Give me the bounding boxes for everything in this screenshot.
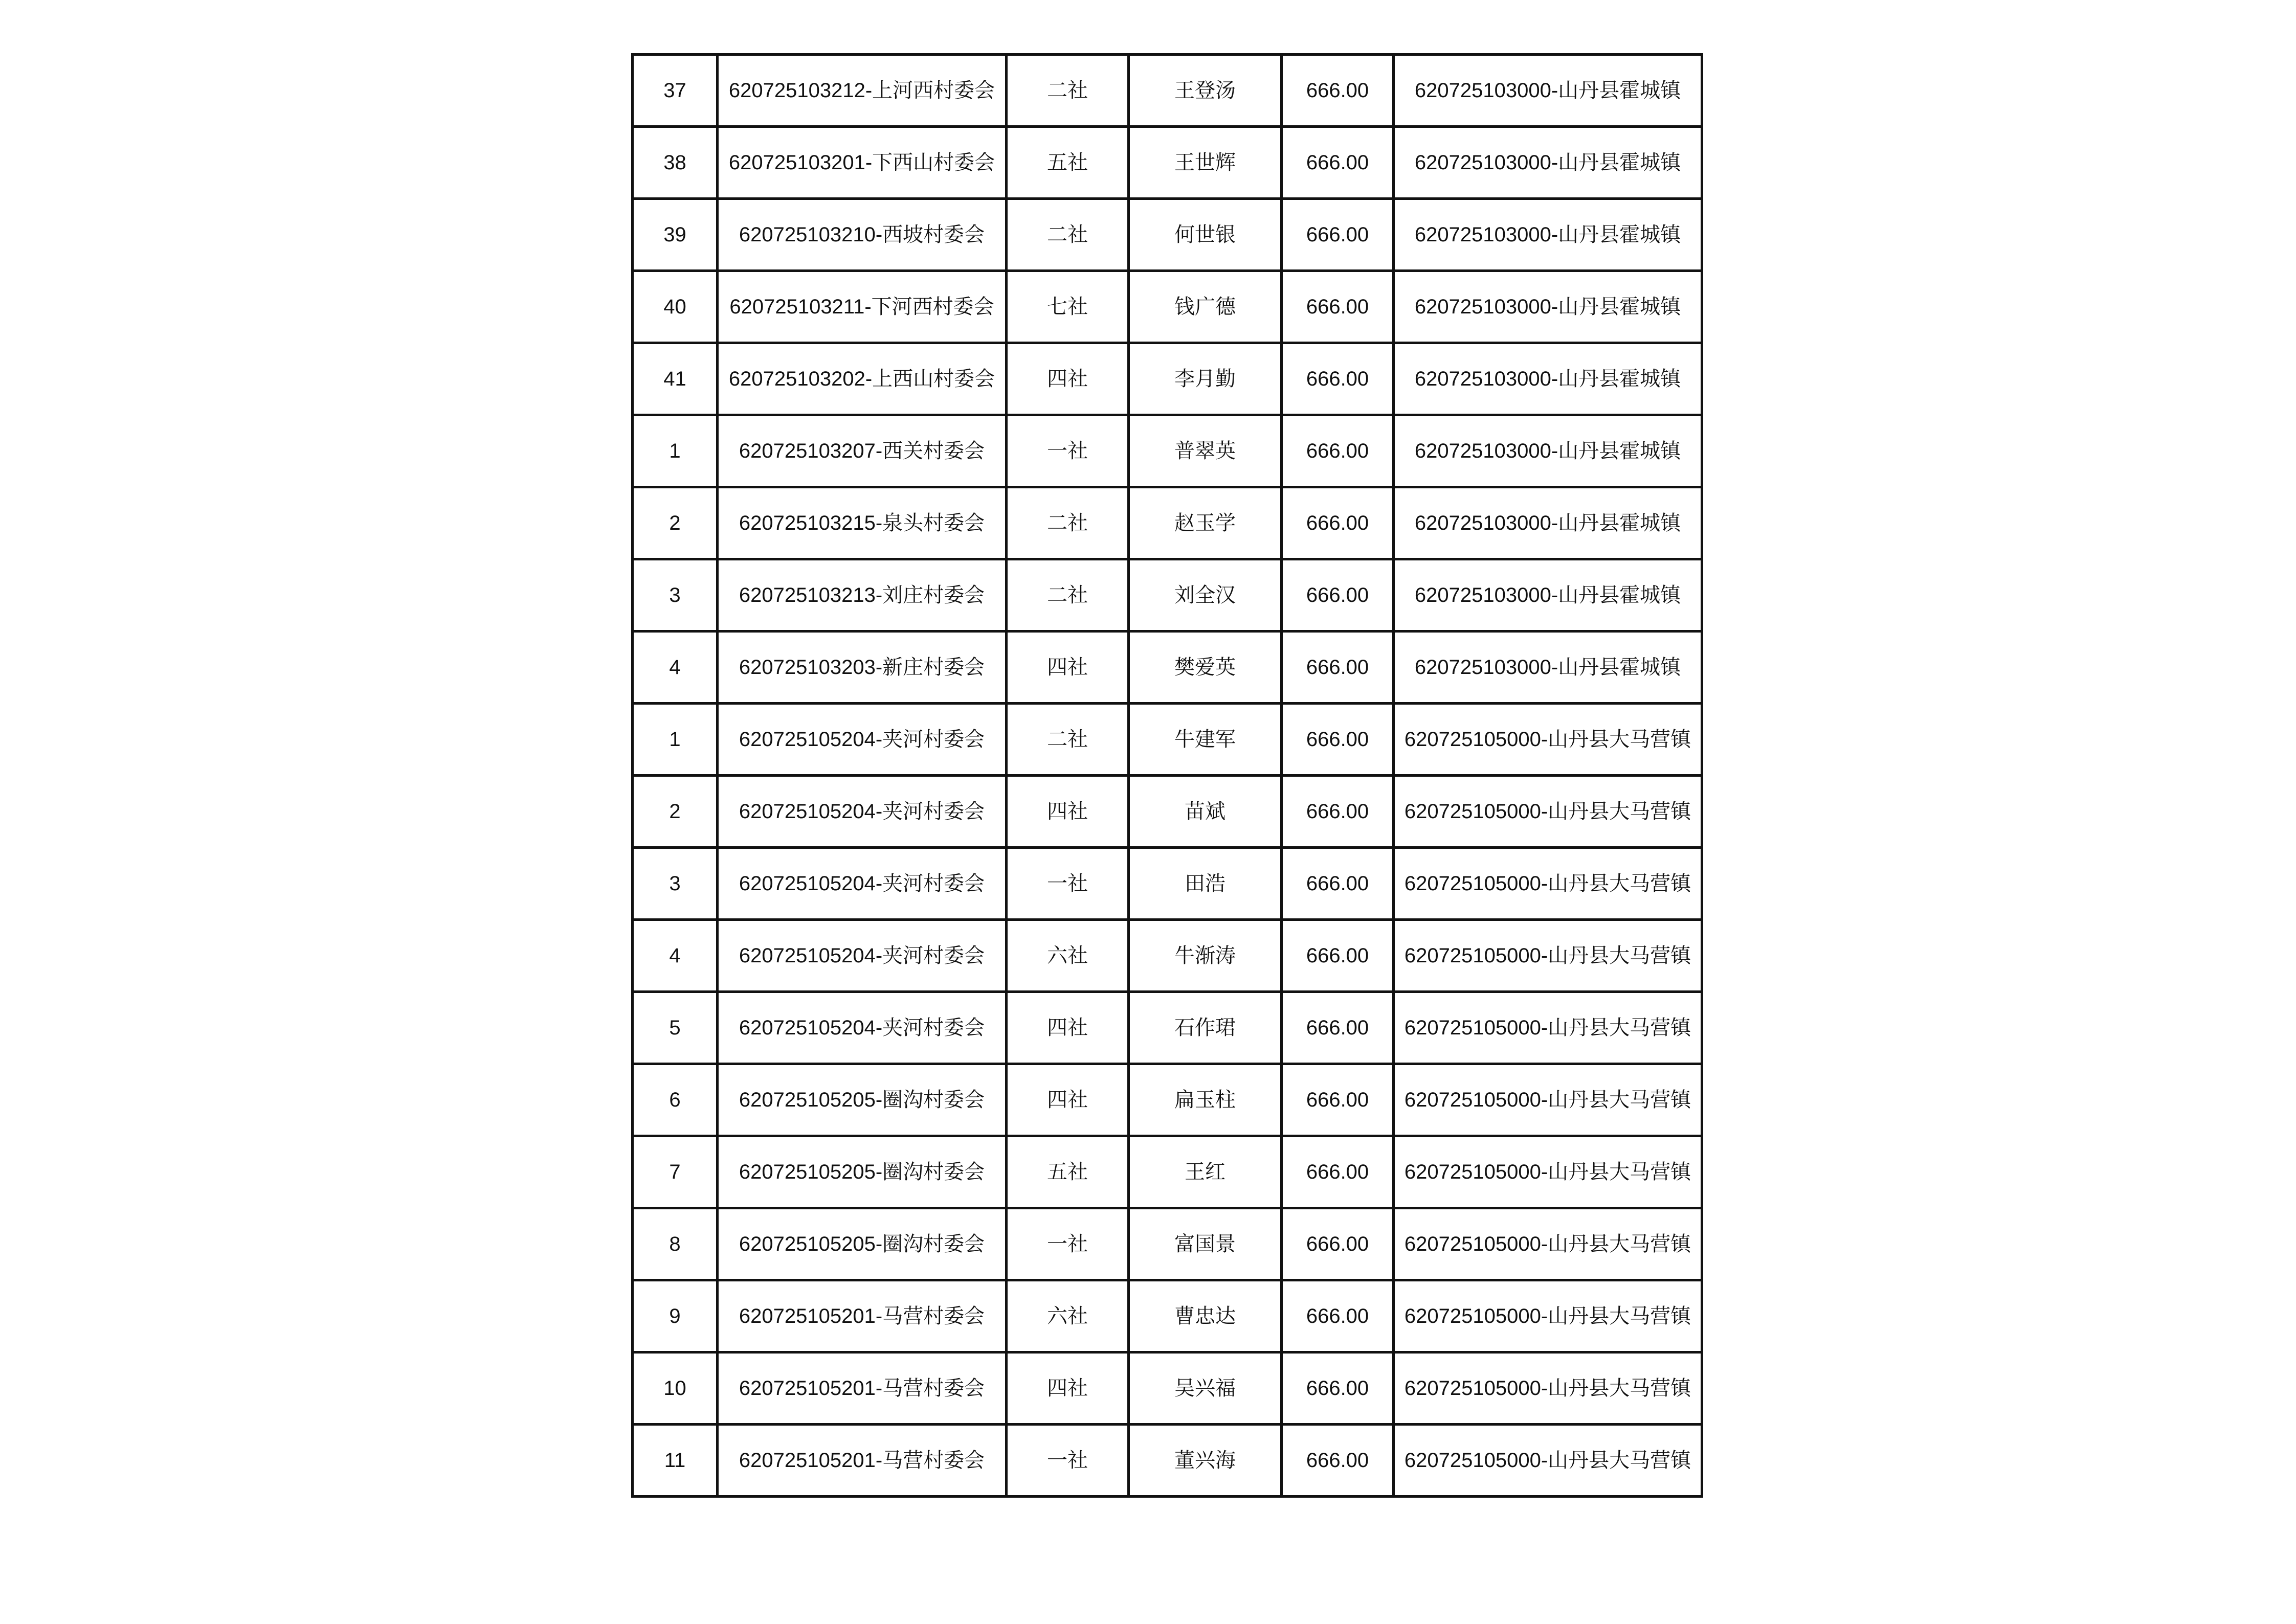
- amount-cell: 666.00: [1282, 1352, 1394, 1425]
- table-row: [633, 343, 1702, 415]
- name-cell: 牛建军: [1129, 704, 1282, 776]
- amount-cell: 666.00: [1282, 199, 1394, 271]
- name-cell: 王登汤: [1129, 55, 1282, 127]
- seq-cell: 1: [633, 704, 718, 776]
- seq-cell: 39: [633, 199, 718, 271]
- town-cell: 620725105000-山丹县大马营镇: [1394, 920, 1702, 992]
- village-cell: 620725105204-夹河村委会: [718, 704, 1007, 776]
- table-row: [633, 1352, 1702, 1425]
- group-cell: 一社: [1007, 1425, 1129, 1497]
- seq-cell: 37: [633, 55, 718, 127]
- name-cell: 赵玉学: [1129, 487, 1282, 559]
- seq-cell: 3: [633, 848, 718, 920]
- town-cell: 620725103000-山丹县霍城镇: [1394, 55, 1702, 127]
- group-cell: 四社: [1007, 776, 1129, 848]
- seq-cell: 10: [633, 1352, 718, 1425]
- table-row: [633, 1136, 1702, 1208]
- town-cell: 620725105000-山丹县大马营镇: [1394, 1280, 1702, 1352]
- village-cell: 620725103201-下西山村委会: [718, 127, 1007, 199]
- amount-cell: 666.00: [1282, 992, 1394, 1064]
- seq-cell: 3: [633, 559, 718, 631]
- town-cell: 620725105000-山丹县大马营镇: [1394, 1136, 1702, 1208]
- seq-cell: 11: [633, 1425, 718, 1497]
- seq-cell: 4: [633, 920, 718, 992]
- town-cell: 620725105000-山丹县大马营镇: [1394, 848, 1702, 920]
- group-cell: 四社: [1007, 343, 1129, 415]
- town-cell: 620725105000-山丹县大马营镇: [1394, 1352, 1702, 1425]
- name-cell: 刘全汉: [1129, 559, 1282, 631]
- group-cell: 六社: [1007, 920, 1129, 992]
- group-cell: 二社: [1007, 559, 1129, 631]
- group-cell: 二社: [1007, 487, 1129, 559]
- group-cell: 二社: [1007, 55, 1129, 127]
- village-cell: 620725105205-圈沟村委会: [718, 1064, 1007, 1136]
- name-cell: 牛渐涛: [1129, 920, 1282, 992]
- amount-cell: 666.00: [1282, 920, 1394, 992]
- table-row: [633, 776, 1702, 848]
- town-cell: 620725103000-山丹县霍城镇: [1394, 199, 1702, 271]
- name-cell: 董兴海: [1129, 1425, 1282, 1497]
- amount-cell: 666.00: [1282, 127, 1394, 199]
- name-cell: 李月勤: [1129, 343, 1282, 415]
- seq-cell: 2: [633, 776, 718, 848]
- town-cell: 620725103000-山丹县霍城镇: [1394, 487, 1702, 559]
- group-cell: 五社: [1007, 1136, 1129, 1208]
- group-cell: 二社: [1007, 704, 1129, 776]
- name-cell: 石作珺: [1129, 992, 1282, 1064]
- village-cell: 620725103202-上西山村委会: [718, 343, 1007, 415]
- village-cell: 620725105201-马营村委会: [718, 1425, 1007, 1497]
- name-cell: 吴兴福: [1129, 1352, 1282, 1425]
- name-cell: 何世银: [1129, 199, 1282, 271]
- seq-cell: 5: [633, 992, 718, 1064]
- town-cell: 620725103000-山丹县霍城镇: [1394, 631, 1702, 704]
- table-row: [633, 55, 1702, 127]
- amount-cell: 666.00: [1282, 1064, 1394, 1136]
- table-row: [633, 920, 1702, 992]
- town-cell: 620725105000-山丹县大马营镇: [1394, 992, 1702, 1064]
- village-cell: 620725103210-西坡村委会: [718, 199, 1007, 271]
- table-row: [633, 631, 1702, 704]
- table-row: [633, 559, 1702, 631]
- seq-cell: 7: [633, 1136, 718, 1208]
- town-cell: 620725103000-山丹县霍城镇: [1394, 559, 1702, 631]
- seq-cell: 40: [633, 271, 718, 343]
- village-cell: 620725105205-圈沟村委会: [718, 1208, 1007, 1280]
- table-row: [633, 848, 1702, 920]
- village-cell: 620725103203-新庄村委会: [718, 631, 1007, 704]
- village-cell: 620725105201-马营村委会: [718, 1352, 1007, 1425]
- name-cell: 曹忠达: [1129, 1280, 1282, 1352]
- village-cell: 620725105204-夹河村委会: [718, 920, 1007, 992]
- seq-cell: 1: [633, 415, 718, 487]
- amount-cell: 666.00: [1282, 1425, 1394, 1497]
- seq-cell: 8: [633, 1208, 718, 1280]
- name-cell: 王红: [1129, 1136, 1282, 1208]
- village-cell: 620725105205-圈沟村委会: [718, 1136, 1007, 1208]
- table-row: [633, 199, 1702, 271]
- name-cell: 扁玉柱: [1129, 1064, 1282, 1136]
- roster-table: [631, 53, 1703, 1498]
- village-cell: 620725105204-夹河村委会: [718, 776, 1007, 848]
- amount-cell: 666.00: [1282, 848, 1394, 920]
- village-cell: 620725103212-上河西村委会: [718, 55, 1007, 127]
- town-cell: 620725103000-山丹县霍城镇: [1394, 271, 1702, 343]
- amount-cell: 666.00: [1282, 487, 1394, 559]
- name-cell: 王世辉: [1129, 127, 1282, 199]
- seq-cell: 9: [633, 1280, 718, 1352]
- village-cell: 620725105204-夹河村委会: [718, 848, 1007, 920]
- town-cell: 620725103000-山丹县霍城镇: [1394, 127, 1702, 199]
- table-row: [633, 271, 1702, 343]
- table-row: [633, 1425, 1702, 1497]
- roster-table-body: [633, 55, 1702, 1497]
- name-cell: 普翠英: [1129, 415, 1282, 487]
- name-cell: 富国景: [1129, 1208, 1282, 1280]
- amount-cell: 666.00: [1282, 1136, 1394, 1208]
- amount-cell: 666.00: [1282, 1280, 1394, 1352]
- name-cell: 樊爱英: [1129, 631, 1282, 704]
- town-cell: 620725105000-山丹县大马营镇: [1394, 1064, 1702, 1136]
- village-cell: 620725103215-泉头村委会: [718, 487, 1007, 559]
- group-cell: 四社: [1007, 992, 1129, 1064]
- name-cell: 苗斌: [1129, 776, 1282, 848]
- village-cell: 620725103211-下河西村委会: [718, 271, 1007, 343]
- village-cell: 620725103207-西关村委会: [718, 415, 1007, 487]
- village-cell: 620725105204-夹河村委会: [718, 992, 1007, 1064]
- table-row: [633, 1280, 1702, 1352]
- amount-cell: 666.00: [1282, 704, 1394, 776]
- group-cell: 一社: [1007, 415, 1129, 487]
- amount-cell: 666.00: [1282, 271, 1394, 343]
- town-cell: 620725105000-山丹县大马营镇: [1394, 776, 1702, 848]
- name-cell: 田浩: [1129, 848, 1282, 920]
- name-cell: 钱广德: [1129, 271, 1282, 343]
- seq-cell: 4: [633, 631, 718, 704]
- group-cell: 四社: [1007, 1352, 1129, 1425]
- seq-cell: 2: [633, 487, 718, 559]
- amount-cell: 666.00: [1282, 415, 1394, 487]
- table-row: [633, 487, 1702, 559]
- table-row: [633, 992, 1702, 1064]
- group-cell: 七社: [1007, 271, 1129, 343]
- amount-cell: 666.00: [1282, 1208, 1394, 1280]
- amount-cell: 666.00: [1282, 343, 1394, 415]
- town-cell: 620725103000-山丹县霍城镇: [1394, 415, 1702, 487]
- town-cell: 620725105000-山丹县大马营镇: [1394, 1425, 1702, 1497]
- table-row: [633, 1064, 1702, 1136]
- amount-cell: 666.00: [1282, 776, 1394, 848]
- amount-cell: 666.00: [1282, 55, 1394, 127]
- seq-cell: 41: [633, 343, 718, 415]
- group-cell: 四社: [1007, 1064, 1129, 1136]
- town-cell: 620725103000-山丹县霍城镇: [1394, 343, 1702, 415]
- group-cell: 一社: [1007, 1208, 1129, 1280]
- table-row: [633, 1208, 1702, 1280]
- seq-cell: 6: [633, 1064, 718, 1136]
- village-cell: 620725103213-刘庄村委会: [718, 559, 1007, 631]
- group-cell: 五社: [1007, 127, 1129, 199]
- group-cell: 一社: [1007, 848, 1129, 920]
- village-cell: 620725105201-马营村委会: [718, 1280, 1007, 1352]
- amount-cell: 666.00: [1282, 631, 1394, 704]
- table-row: [633, 415, 1702, 487]
- table-row: [633, 704, 1702, 776]
- town-cell: 620725105000-山丹县大马营镇: [1394, 1208, 1702, 1280]
- group-cell: 六社: [1007, 1280, 1129, 1352]
- group-cell: 二社: [1007, 199, 1129, 271]
- group-cell: 四社: [1007, 631, 1129, 704]
- seq-cell: 38: [633, 127, 718, 199]
- town-cell: 620725105000-山丹县大马营镇: [1394, 704, 1702, 776]
- amount-cell: 666.00: [1282, 559, 1394, 631]
- table-row: [633, 127, 1702, 199]
